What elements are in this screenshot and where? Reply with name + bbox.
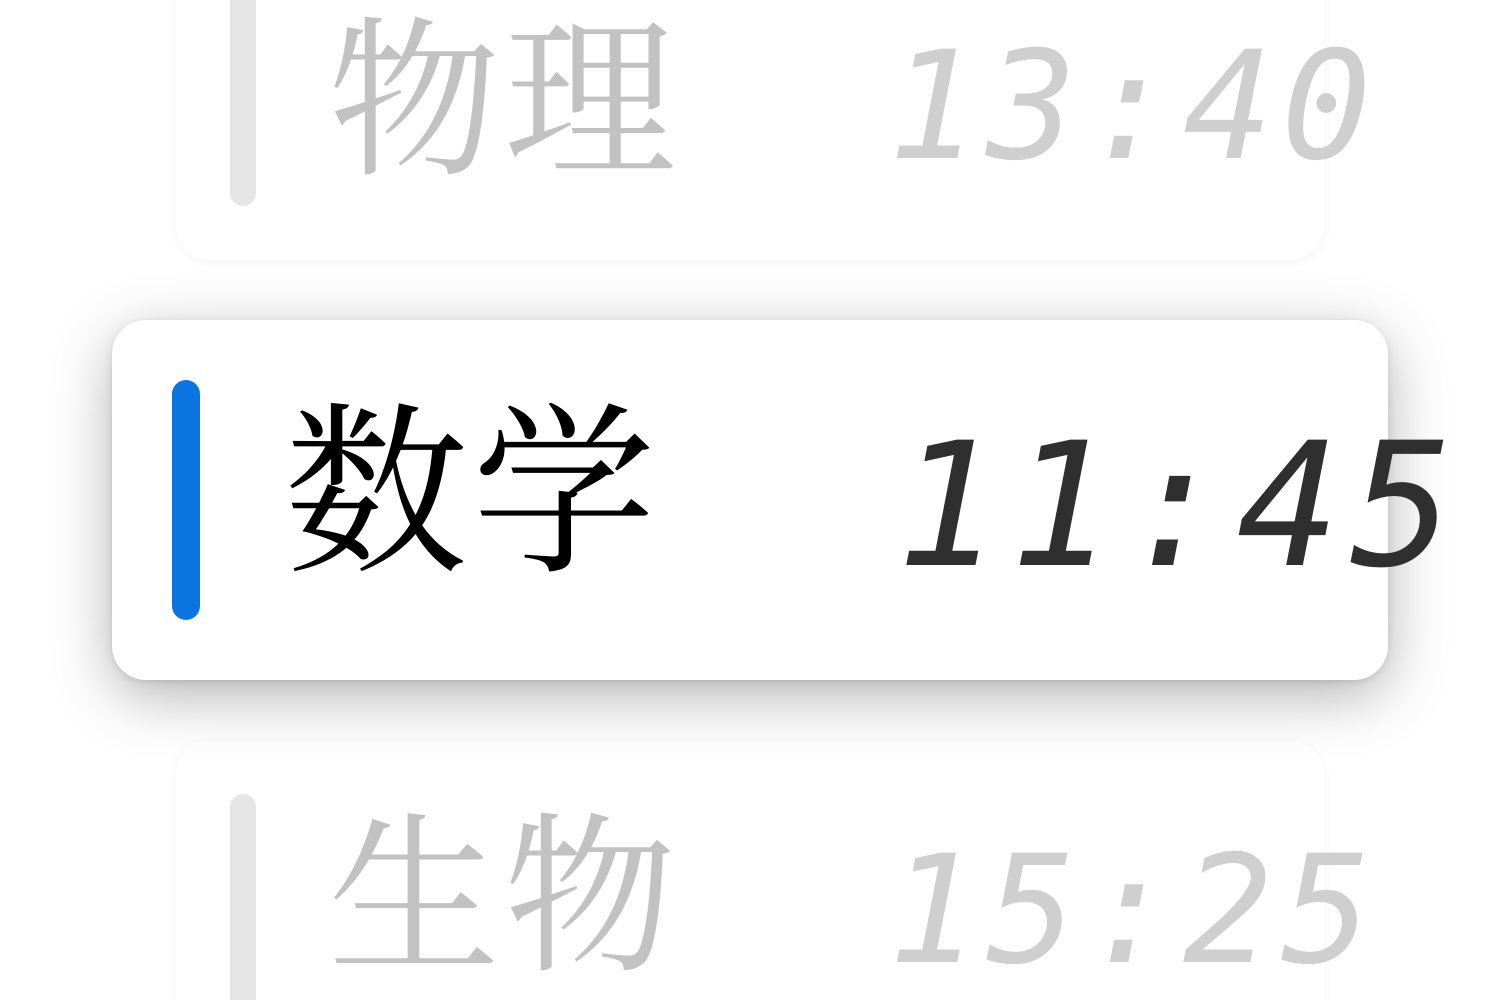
subject-label: 生物 (328, 797, 680, 998)
schedule-item-biology[interactable] (176, 740, 1380, 1000)
time-label: 13:40 (888, 20, 1380, 194)
accent-bar-active (172, 380, 200, 620)
schedule-item-math-selected[interactable] (112, 320, 1464, 680)
accent-bar (230, 794, 256, 1000)
time-label: 11:45 (896, 405, 1464, 606)
subject-label: 数学 (284, 387, 661, 601)
schedule-item-physics[interactable] (176, 0, 1380, 260)
subject-label: 物理 (328, 1, 680, 202)
accent-bar (230, 0, 256, 206)
time-label: 15:25 (888, 824, 1380, 998)
